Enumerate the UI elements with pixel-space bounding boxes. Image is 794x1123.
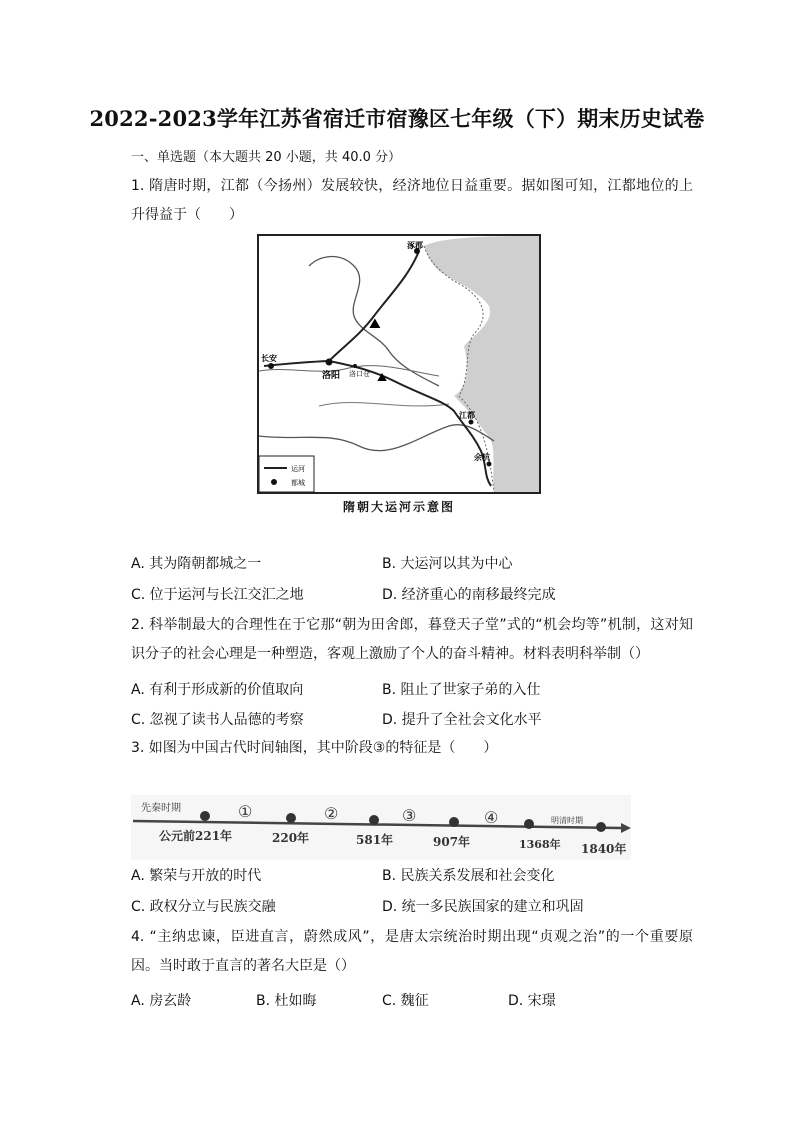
q4-option-d: D. 宋璟 xyxy=(508,993,556,1009)
city-marker xyxy=(268,363,274,369)
city-label-luoyang: 洛阳 xyxy=(322,371,341,381)
question-2-text: 2. 科举制最大的合理性在于它那“朝为田舍郎，暮登天子堂”式的“机会均等”机制，这对知识分子的社会心理是一种塑造，客观上激励了个人的奋斗精神。材料表明科举制（） xyxy=(131,617,693,662)
timeline-end-label: 明清时期 xyxy=(551,816,583,825)
timeline-node xyxy=(369,815,379,825)
city-label-jiangdu: 江都 xyxy=(459,410,475,420)
timeline-node xyxy=(200,811,210,821)
yangtze-river xyxy=(259,425,494,451)
stage-label-4: ④ xyxy=(484,808,499,827)
timeline-node xyxy=(524,819,534,829)
q4-option-a: A. 房玄龄 xyxy=(131,993,192,1009)
stage-label-2: ② xyxy=(324,804,339,823)
stage-label-3: ③ xyxy=(402,806,417,825)
canal-yongji xyxy=(329,251,419,361)
mountain-icon: ⛰ xyxy=(369,316,381,332)
question-1-text: 1. 隋唐时期，江都（今扬州）发展较快，经济地位日益重要。据如图可知，江都地位的上升得益于（ ） xyxy=(131,178,693,223)
q1-option-b: B. 大运河以其为中心 xyxy=(382,556,513,572)
q3-option-c: C. 政权分立与民族交融 xyxy=(131,899,276,915)
mountain-icon: ⛰ xyxy=(377,370,388,384)
q3-option-b: B. 民族关系发展和社会变化 xyxy=(382,868,555,884)
page-title: 2022-2023学年江苏省宿迁市宿豫区七年级（下）期末历史试卷 xyxy=(89,106,705,131)
year-label: 220年 xyxy=(272,831,310,845)
question-4-text: 4. “主纳忠谏，臣进直言，蔚然成风”，是唐太宗统治时期出现“贞观之治”的一个重要原因。当时敢于直言的著名大臣是（） xyxy=(131,929,693,974)
year-label: 907年 xyxy=(433,835,471,849)
city-label-luokou: 洛口仓 xyxy=(349,370,370,378)
huai-river xyxy=(319,402,449,406)
city-marker xyxy=(326,359,333,366)
year-label: 1368年 xyxy=(519,838,561,851)
q1-option-a: A. 其为隋朝都城之一 xyxy=(131,556,262,572)
timeline-node xyxy=(449,817,459,827)
timeline-start-label: 先秦时期 xyxy=(141,803,181,814)
q4-option-b: B. 杜如晦 xyxy=(256,993,317,1009)
section-heading: 一、单选题（本大题共 20 小题，共 40.0 分） xyxy=(131,150,402,165)
legend-city-marker xyxy=(271,479,277,485)
year-label: 1840年 xyxy=(581,842,627,856)
timeline-node xyxy=(596,822,606,832)
legend-canal-label: 运河 xyxy=(291,465,305,473)
legend-city-label: 都城 xyxy=(291,479,305,487)
city-label-zhuojun: 涿郡 xyxy=(407,240,423,250)
stage-label-1: ① xyxy=(238,802,253,821)
map-drawing xyxy=(259,236,539,492)
grand-canal-map xyxy=(257,234,541,494)
history-timeline xyxy=(131,795,631,860)
q1-option-d: D. 经济重心的南移最终完成 xyxy=(382,587,556,603)
timeline-node xyxy=(286,813,296,823)
q2-option-a: A. 有利于形成新的价值取向 xyxy=(131,682,304,698)
q3-option-a: A. 繁荣与开放的时代 xyxy=(131,868,262,884)
year-label: 公元前221年 xyxy=(159,829,233,843)
map-legend xyxy=(259,456,314,492)
timeline-drawing xyxy=(131,795,631,860)
city-marker xyxy=(487,462,492,467)
question-3-text: 3. 如图为中国古代时间轴图，其中阶段③的特征是（ ） xyxy=(131,740,498,756)
city-marker xyxy=(469,420,474,425)
q1-option-c: C. 位于运河与长江交汇之地 xyxy=(131,587,304,603)
q2-option-c: C. 忽视了读书人品德的考察 xyxy=(131,712,304,728)
q2-option-d: D. 提升了全社会文化水平 xyxy=(382,712,542,728)
q2-option-b: B. 阻止了世家子弟的入仕 xyxy=(382,682,541,698)
city-marker xyxy=(353,364,357,368)
map-caption: 隋朝大运河示意图 xyxy=(342,500,455,514)
city-label-changan: 长安 xyxy=(261,353,277,363)
q3-option-d: D. 统一多民族国家的建立和巩固 xyxy=(382,899,584,915)
year-label: 581年 xyxy=(356,833,394,847)
city-label-yuhang: 余杭 xyxy=(474,452,490,462)
q4-option-c: C. 魏征 xyxy=(382,993,429,1009)
